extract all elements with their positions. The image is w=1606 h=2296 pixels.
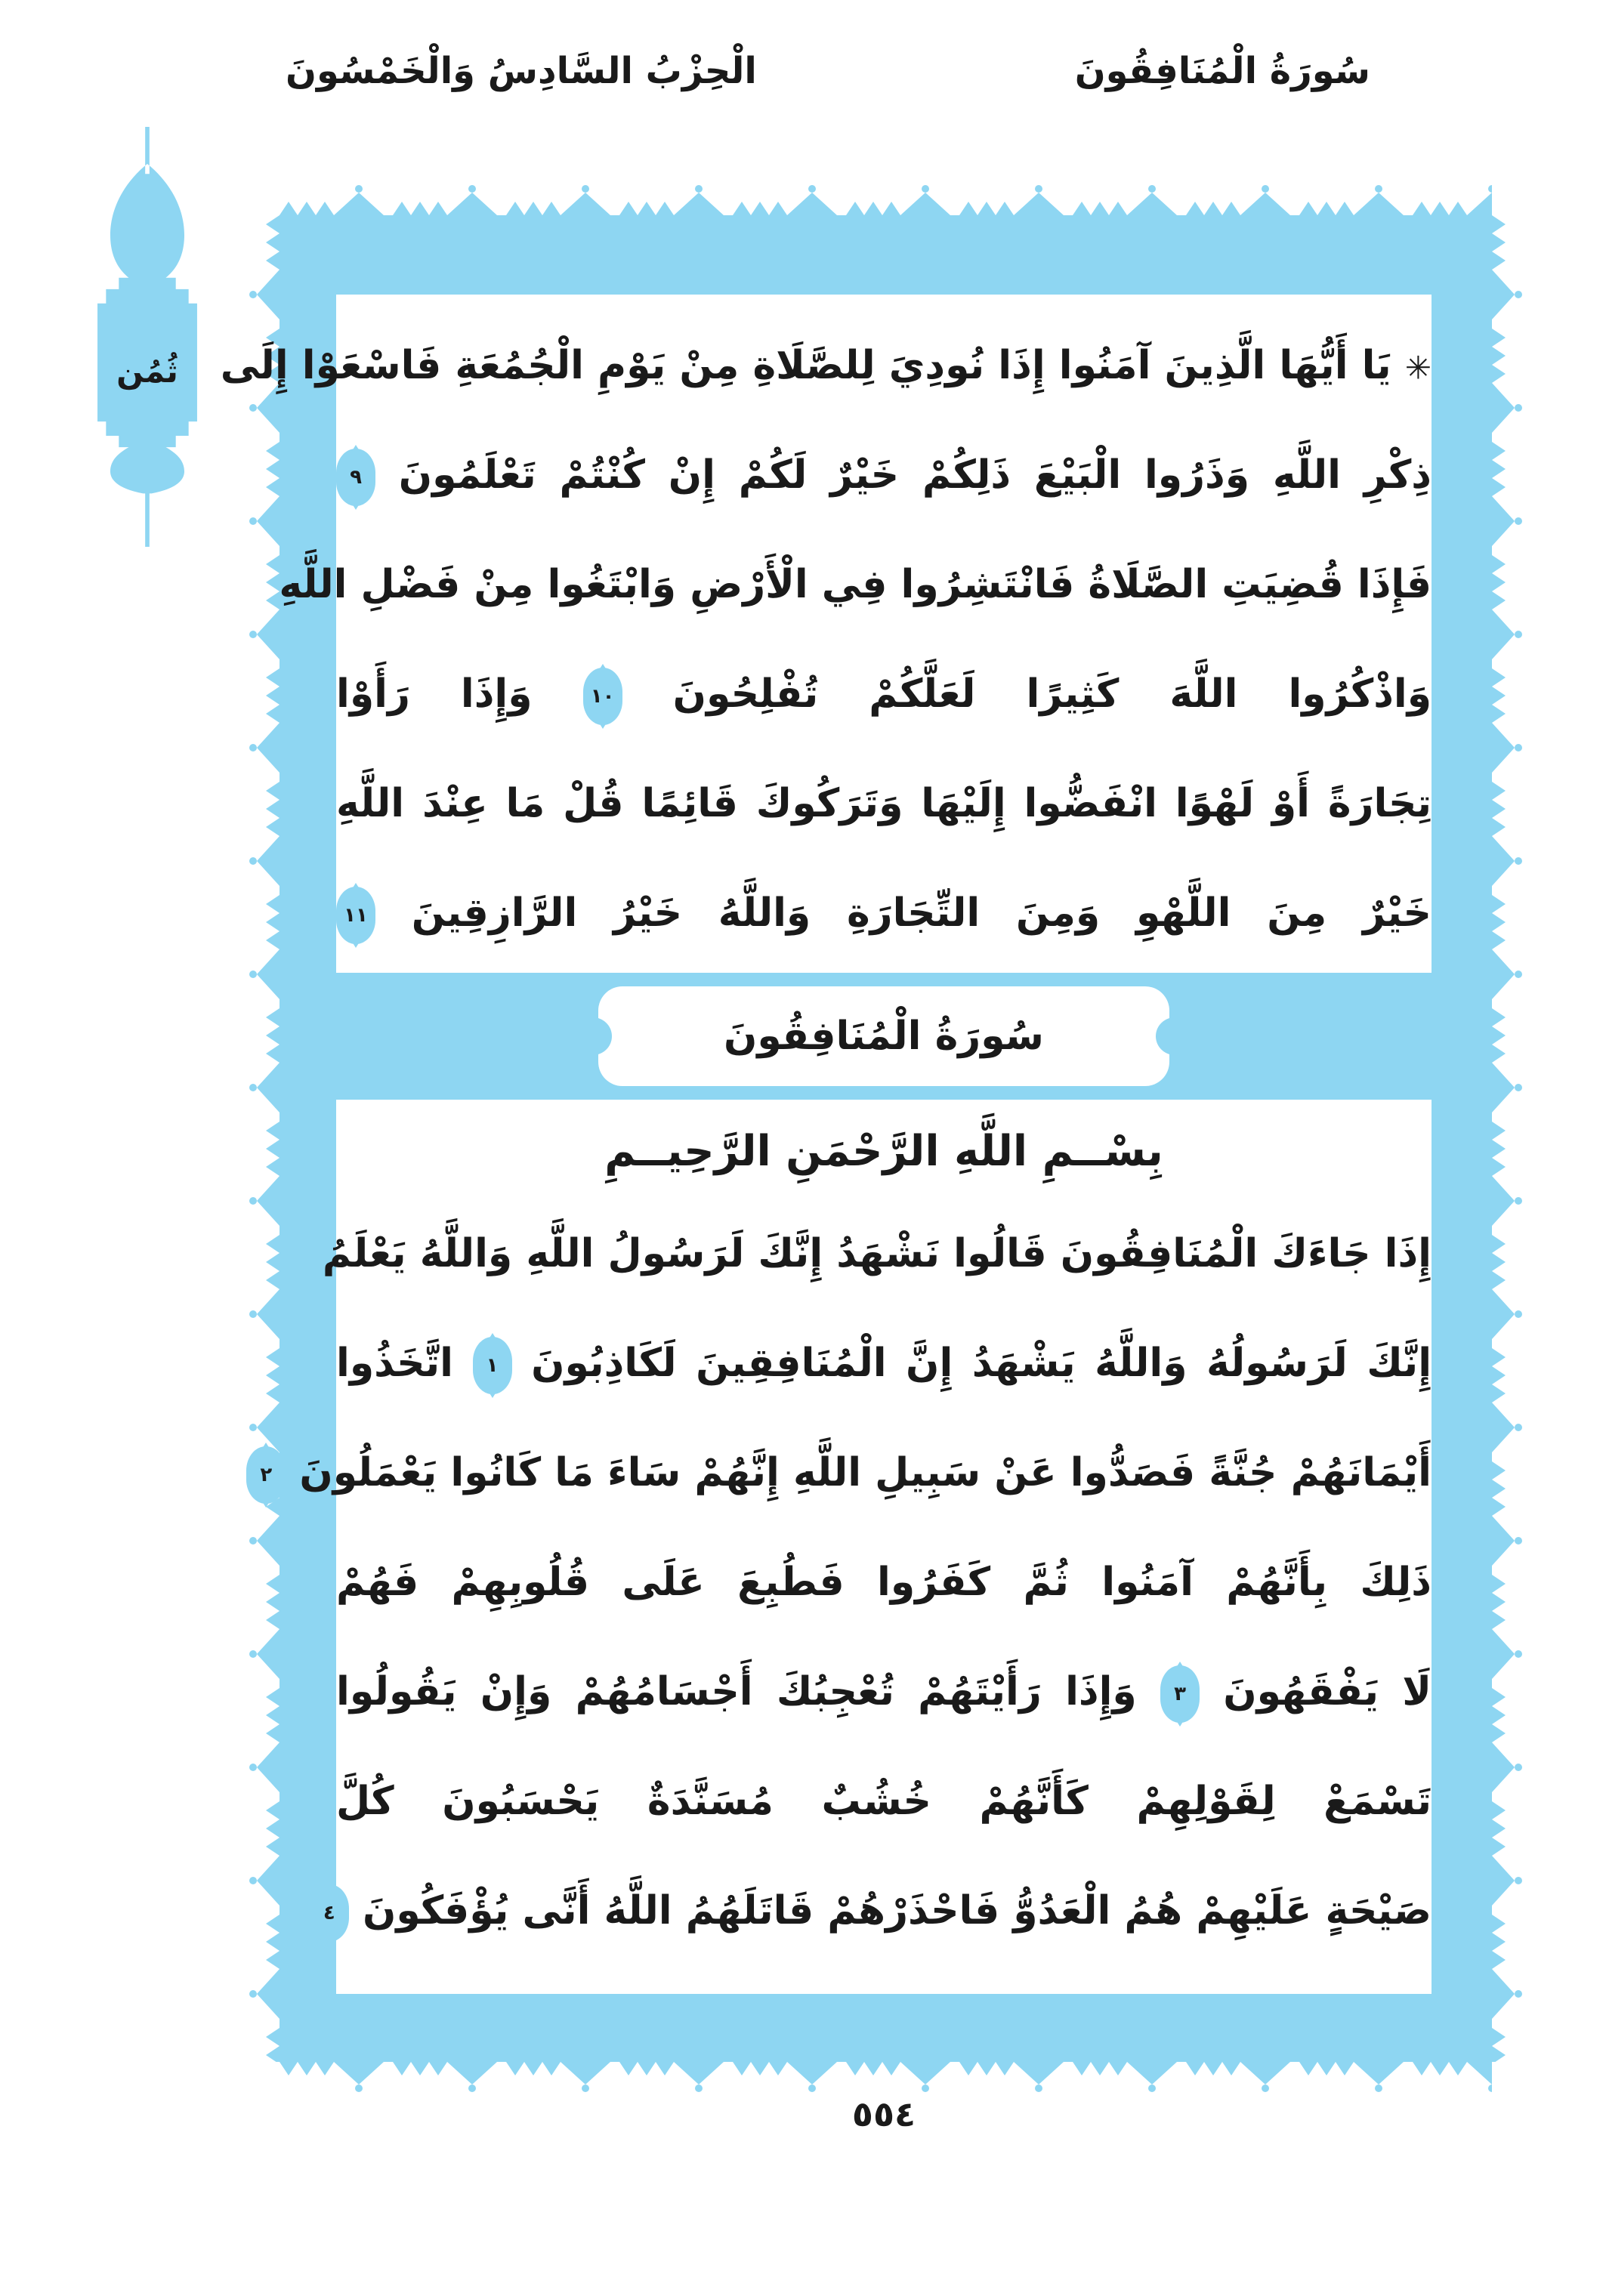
quran-line	[336, 1309, 1432, 1418]
verse-number: ١١	[344, 904, 368, 927]
ayah-text: صَيْحَةٍ عَلَيْهِمْ هُمُ الْعَدُوُّ فَاحْذَرْهُمْ قَاتَلَهُمُ اللَّهُ أَنَّى يُؤْفَكُونَ	[362, 1888, 1432, 1933]
ayah-text: اتَّخَذُوا	[336, 1341, 454, 1386]
verse-end-marker	[583, 668, 622, 725]
ayah-text: أَيْمَانَهُمْ جُنَّةً فَصَدُّوا عَنْ سَبِيلِ اللَّهِ إِنَّهُمْ سَاءَ مَا كَانُوا يَعْمَلُونَ	[299, 1450, 1432, 1495]
verse-number: ١٠	[590, 685, 615, 708]
verse-number: ٢	[260, 1464, 273, 1486]
verse-end-marker	[1160, 1665, 1200, 1723]
quran-line	[336, 640, 1432, 749]
ayah-text: إِذَا جَاءَكَ الْمُنَافِقُونَ قَالُوا نَشْهَدُ إِنَّكَ لَرَسُولُ اللَّهِ وَاللَّهُ يَعْلَمُ	[322, 1231, 1432, 1276]
surah-title-banner	[336, 973, 1432, 1100]
verse-number: ١	[486, 1354, 499, 1377]
page-number: ٥٥٤	[851, 2094, 916, 2134]
verse-end-marker	[336, 449, 375, 506]
quran-line	[260, 1418, 1432, 1528]
quran-line	[322, 1199, 1432, 1309]
quran-line	[336, 859, 1432, 968]
verse-end-marker	[336, 887, 375, 944]
header-hizb-name: الْحِزْبُ السَّادِسُ وَالْخَمْسُونَ	[286, 50, 757, 92]
verse-end-marker	[310, 1884, 349, 1942]
quran-line	[323, 1856, 1432, 1966]
ayah-text: لَا يَفْقَهُونَ	[1223, 1669, 1432, 1714]
verse-end-marker	[473, 1337, 512, 1394]
ayah-text: ذِكْرِ اللَّهِ وَذَرُوا الْبَيْعَ ذَلِكُمْ خَيْرٌ لَكُمْ إِنْ كُنْتُمْ تَعْلَمُونَ	[398, 452, 1432, 498]
quran-line	[336, 1637, 1432, 1747]
ayah-text: فَإِذَا قُضِيَتِ الصَّلَاةُ فَانْتَشِرُوا فِي الْأَرْضِ وَابْتَغُوا مِنْ فَضْلِ اللَّهِ	[279, 562, 1432, 607]
thumn-label: ثُمُن	[116, 353, 178, 390]
quran-line	[279, 530, 1432, 640]
quran-line	[336, 1747, 1432, 1856]
start-of-hizb-star-icon: ✳	[1404, 349, 1432, 387]
thumn-margin-ornament	[78, 127, 217, 547]
quran-text-block	[220, 295, 1432, 1994]
surah-title: سُورَةُ الْمُنَافِقُونَ	[724, 1014, 1044, 1059]
ayah-text: تَسْمَعْ لِقَوْلِهِمْ كَأَنَّهُمْ خُشُبٌ مُسَنَّدَةٌ يَحْسَبُونَ كُلَّ	[336, 1779, 1432, 1824]
header-surah-name: سُورَةُ الْمُنَافِقُونَ	[1074, 50, 1370, 92]
ayah-text: وَاذْكُرُوا اللَّهَ كَثِيرًا لَعَلَّكُمْ تُفْلِحُونَ	[672, 671, 1432, 717]
ayah-text: يَا أَيُّهَا الَّذِينَ آمَنُوا إِذَا نُودِيَ لِلصَّلَاةِ مِنْ يَوْمِ الْجُمُعَةِ فَاسْعَوْا إِلَى	[220, 343, 1391, 388]
ayah-text: تِجَارَةً أَوْ لَهْوًا انْفَضُّوا إِلَيْهَا وَتَرَكُوكَ قَائِمًا قُلْ مَا عِنْدَ اللَّهِ	[336, 781, 1432, 826]
quran-line	[336, 421, 1432, 530]
jumuah-lines	[220, 311, 1432, 968]
quran-line	[336, 1528, 1432, 1637]
munafiqun-lines	[260, 1199, 1432, 1966]
ayah-text: إِنَّكَ لَرَسُولُهُ وَاللَّهُ يَشْهَدُ إِنَّ الْمُنَافِقِينَ لَكَاذِبُونَ	[531, 1341, 1432, 1386]
minaret-ornament-icon	[78, 127, 217, 547]
basmala: بِسْــمِ اللَّهِ الرَّحْمَنِ الرَّحِيــمِ	[604, 1127, 1163, 1176]
ayah-text: وَإِذَا رَأَوْا	[336, 671, 533, 717]
quran-line	[336, 749, 1432, 859]
verse-number: ٩	[350, 466, 362, 489]
verse-number: ٤	[323, 1902, 335, 1924]
ayah-text: ذَلِكَ بِأَنَّهُمْ آمَنُوا ثُمَّ كَفَرُوا فَطُبِعَ عَلَى قُلُوبِهِمْ فَهُمْ	[336, 1560, 1432, 1605]
verse-number: ٣	[1174, 1683, 1186, 1705]
quran-line	[220, 311, 1432, 421]
ayah-text: وَإِذَا رَأَيْتَهُمْ تُعْجِبُكَ أَجْسَامُهُمْ وَإِنْ يَقُولُوا	[336, 1669, 1137, 1714]
verse-end-marker	[246, 1446, 286, 1504]
ayah-text: خَيْرٌ مِنَ اللَّهْوِ وَمِنَ التِّجَارَةِ وَاللَّهُ خَيْرُ الرَّازِقِينَ	[411, 890, 1432, 936]
